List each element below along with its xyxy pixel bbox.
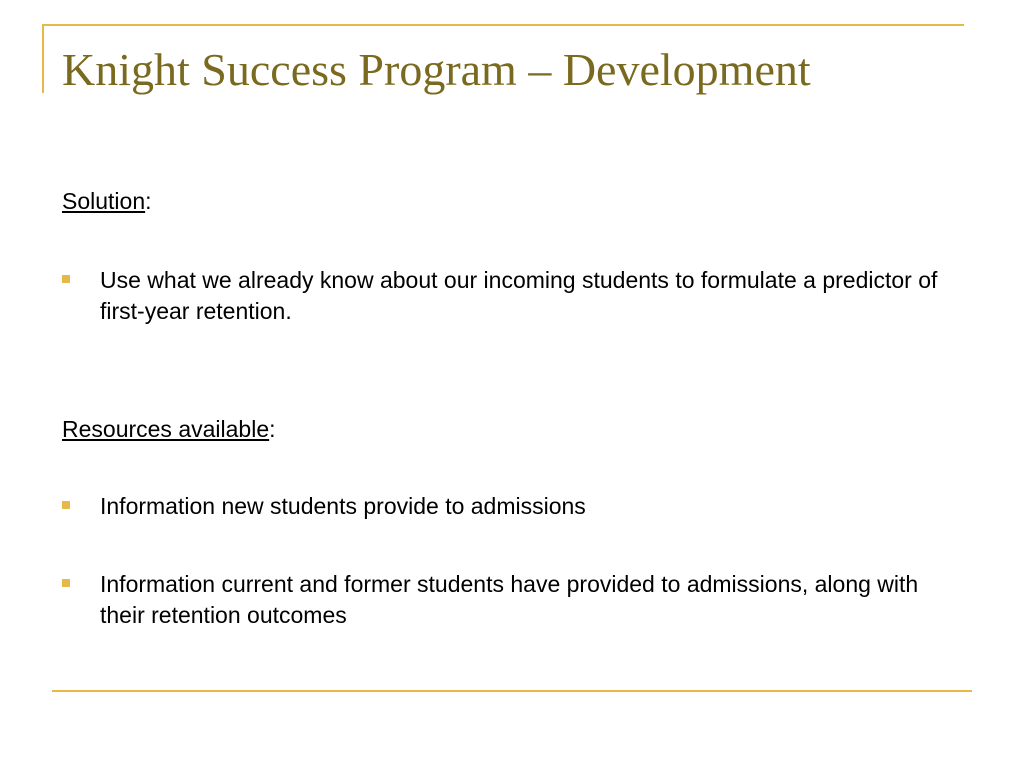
frame-top-line (42, 24, 964, 26)
bullet-text: Information current and former students have provided to admissions, along with their retention outcomes (100, 571, 919, 628)
bullet-square-icon (62, 501, 70, 509)
footer-divider (52, 690, 972, 692)
bullet-text: Use what we already know about our incoming students to formulate a predictor of first-year retention. (100, 267, 938, 324)
bullet-square-icon (62, 579, 70, 587)
section-heading-colon: : (269, 416, 276, 442)
section-heading-resources (62, 415, 276, 443)
section-heading-text: Resources available (62, 416, 270, 442)
bullet-text: Information new students provide to admissions (100, 493, 586, 519)
bullet-square-icon (62, 275, 70, 283)
slide-title: Knight Success Program – Development (62, 44, 811, 95)
frame-left-line (42, 24, 44, 93)
section-heading-colon: : (145, 188, 152, 214)
section-heading-text: Solution (62, 188, 146, 214)
section-heading-solution (62, 187, 152, 215)
